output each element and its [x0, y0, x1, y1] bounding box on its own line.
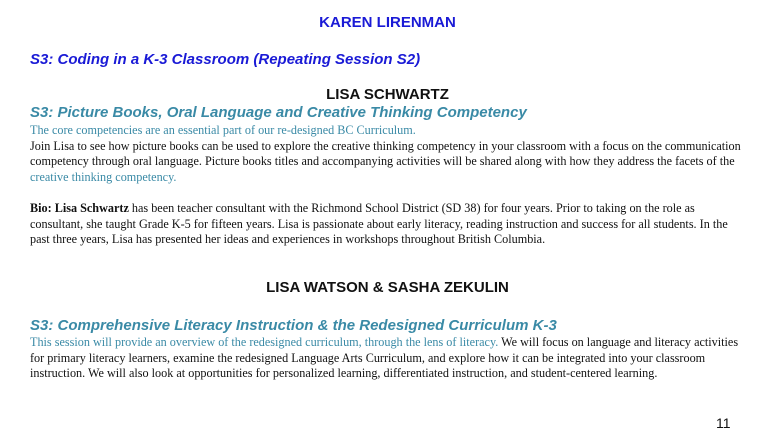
page-number: 11: [716, 415, 731, 431]
session-body-picture-books: Join Lisa to see how picture books can be used to explore the creative thinking competency in your classroom with a focus on the communication competency through oral language. Picture books titles and accompanying activities will be shared along with how they address the facets of the: [30, 138, 741, 169]
session-description-literacy: [30, 335, 750, 382]
session-title-literacy: S3: Comprehensive Literacy Instruction & the Redesigned Curriculum K-3: [30, 317, 557, 334]
presenter-heading-karen-lirenman: KAREN LIRENMAN: [319, 14, 456, 31]
presenter-heading-lisa-schwartz: LISA SCHWARTZ: [326, 86, 449, 103]
presenter-heading-watson-zekulin: LISA WATSON & SASHA ZEKULIN: [266, 279, 509, 296]
bio-text: has been teacher consultant with the Richmond School District (SD 38) for four years. Prior to taking on the role as consultant, she taught Grade K-5 for fifteen years. Lisa is passionate about early literacy, reading instruction and success for all students. In the past three years, Lisa has presented her ideas and experiences in workshops throughout British Columbia.: [30, 201, 728, 247]
creative-thinking-link-text: creative thinking competency.: [30, 169, 177, 184]
session-title-coding: S3: Coding in a K-3 Classroom (Repeating Session S2): [30, 51, 421, 68]
session-description-picture-books: [30, 123, 750, 185]
bio-label: Bio: Lisa Schwartz: [30, 201, 129, 215]
bio-lisa-schwartz: [30, 201, 750, 248]
session-lead-picture-books: The core competencies are an essential part of our re-designed BC Curriculum.: [30, 123, 416, 137]
session-title-picture-books: S3: Picture Books, Oral Language and Creative Thinking Competency: [30, 104, 527, 121]
session-lead-literacy: This session will provide an overview of the redesigned curriculum, through the lens of literacy.: [30, 335, 499, 349]
session-body-literacy: We will focus on language and literacy activities for primary literacy learners, examine the redesigned Language Arts Curriculum, and explore how it can be integrated into your classroom instruction. We will also look at opportunities for personalized learning, differentiated instruction, and student-centered learning.: [30, 335, 739, 381]
